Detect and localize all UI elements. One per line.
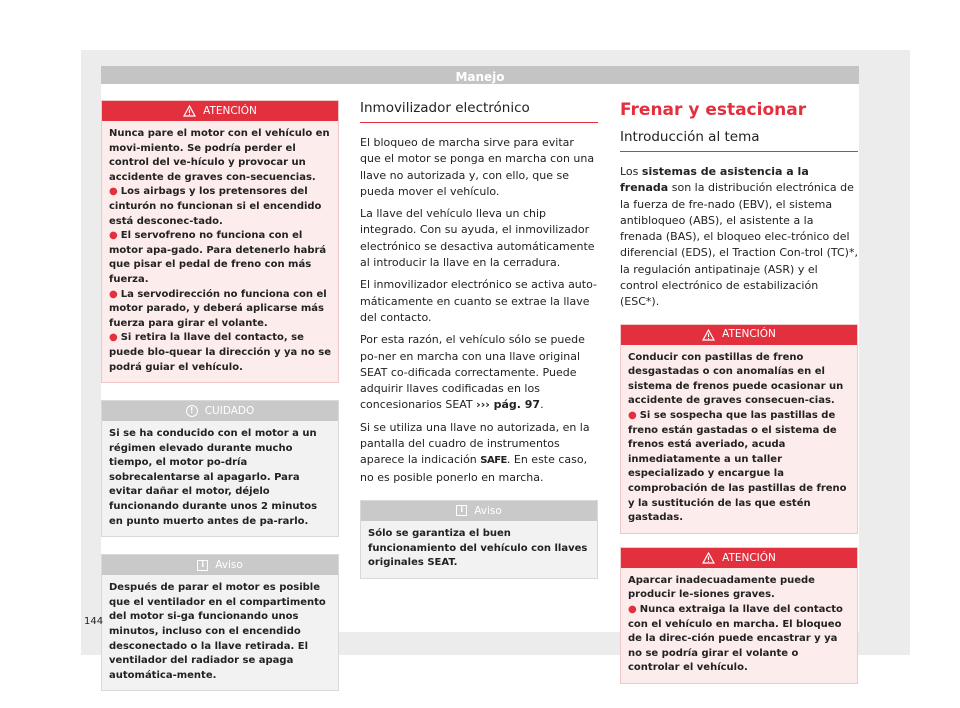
note-box bbox=[101, 554, 339, 691]
info-icon: i bbox=[197, 560, 208, 571]
note-header bbox=[102, 555, 338, 575]
warning-intro: Nunca pare el motor con el vehículo en movi-miento. Se podría perder el control del ve-hículo y provocar un accidente de graves con-secuencias. bbox=[109, 128, 330, 183]
warning-bullet: ● La servodirección no funciona con el motor parado, y deberá aplicarse más fuerza para girar el volante. bbox=[109, 288, 327, 329]
warning-label: ATENCIÓN bbox=[722, 551, 776, 564]
note-label: Aviso bbox=[215, 558, 243, 571]
warning-body bbox=[102, 121, 338, 382]
paragraph: El bloqueo de marcha sirve para evitar que el motor se ponga en marcha con una llave no autorizada y, con ello, que se pueda mover el vehículo. bbox=[360, 136, 595, 198]
paragraph: La llave del vehículo lleva un chip integrado. Con su ayuda, el inmovilizador electrónico se desactiva automáticamente al introducir la llave en la cerradura. bbox=[360, 207, 595, 270]
info-icon: i bbox=[456, 505, 467, 516]
warning-bullet: ● Nunca extraiga la llave del contacto con el vehículo en marcha. El bloqueo de la direc-ción puede encastrar y ya no se podría girar el volante o controlar el vehículo. bbox=[628, 603, 843, 674]
warning-box-engine bbox=[101, 100, 339, 383]
warning-box-brakes bbox=[620, 324, 858, 534]
note-label: Aviso bbox=[474, 504, 502, 517]
header-bar bbox=[101, 66, 859, 84]
warning-bullet: ● Los airbags y los pretensores del cinturón no funcionan si el encendido está desconec-tado. bbox=[109, 186, 322, 227]
paragraph: Por esta razón, el vehículo sólo se puede po-ner en marcha con una llave original SEAT co-dificada correctamente. Puede adquirir llaves codificadas en los concesionarios SEAT ››› pág. 97. bbox=[360, 333, 585, 412]
note-header bbox=[361, 501, 597, 521]
section-title: Inmovilizador electrónico bbox=[360, 100, 598, 123]
caution-body bbox=[102, 421, 338, 536]
warning-header bbox=[102, 101, 338, 121]
column-middle bbox=[360, 100, 598, 579]
chapter-title: Frenar y estacionar bbox=[620, 100, 807, 120]
warning-body bbox=[621, 568, 857, 683]
note-body bbox=[102, 575, 338, 690]
warning-intro: Aparcar inadecuadamente puede producir le-siones graves. bbox=[628, 574, 815, 601]
caution-icon: ! bbox=[186, 405, 198, 417]
paragraph: Si se utiliza una llave no autorizada, en la pantalla del cuadro de instrumentos aparece la indicación SAFE. En este caso, no es posible ponerlo en marcha. bbox=[360, 420, 590, 484]
note-body bbox=[361, 521, 597, 578]
bullet-icon: ● bbox=[628, 410, 637, 422]
paragraph: Los sistemas de asistencia a la frenada son la distribución electrónica de la fuerza de fre-nado (EBV), el sistema antibloqueo (ABS), el asistente a la frenada (BAS), el bloqueo elec-trónico del diferencial (EDS), el Traction Con-trol (TC)*, la regulación antipatinaje (ASR) y el control electrónico de estabilización (ESC*). bbox=[620, 165, 858, 309]
warning-box-parking bbox=[620, 547, 858, 684]
bullet-icon: ● bbox=[628, 603, 637, 615]
paragraph: El inmovilizador electrónico se activa auto-máticamente en cuanto se extrae la llave del contacto. bbox=[360, 278, 597, 324]
page-number: 144 bbox=[84, 616, 104, 627]
section-title: Introducción al tema bbox=[620, 129, 858, 152]
bullet-icon: ● bbox=[109, 288, 118, 300]
warning-triangle-icon bbox=[702, 552, 715, 564]
caution-box bbox=[101, 400, 339, 537]
warning-bullet: ● El servofreno no funciona con el motor apa-gado. Para detenerlo habrá que pisar el pedal de freno con más fuerza. bbox=[109, 230, 327, 285]
warning-header bbox=[621, 325, 857, 345]
note-text: Después de parar el motor es posible que el ventilador en el compartimento del motor si-ga funcionando unos minutos, incluso con el encendido desconectado o la llave retirada. El ventilador del radiador se apaga automática-mente. bbox=[109, 582, 326, 681]
warning-label: ATENCIÓN bbox=[203, 104, 257, 117]
bullet-icon: ● bbox=[109, 332, 118, 344]
caution-text: Si se ha conducido con el motor a un régimen elevado durante mucho tiempo, el motor po-dría sobrecalentarse al apagarlo. Para evitar dañar el motor, déjelo funcionando durante unos 2 minutos en punto muerto antes de pa-rarlo. bbox=[109, 428, 318, 527]
safe-indicator-icon: SAFE bbox=[480, 455, 507, 467]
warning-bullet: ● Si retira la llave del contacto, se puede blo-quear la dirección y ya no se podrá guiar el vehículo. bbox=[109, 332, 331, 373]
warning-triangle-icon bbox=[183, 105, 196, 117]
page-reference-link[interactable]: ››› pág. 97 bbox=[476, 398, 541, 412]
section-body bbox=[360, 135, 598, 486]
note-box bbox=[360, 500, 598, 579]
column-right bbox=[620, 100, 858, 684]
warning-intro: Conducir con pastillas de freno desgastadas o con anomalías en el sistema de frenos puede ocasionar un accidente de graves consecuen-cias. bbox=[628, 351, 844, 407]
warning-label: ATENCIÓN bbox=[722, 328, 776, 341]
warning-header bbox=[621, 548, 857, 568]
warning-triangle-icon bbox=[702, 329, 715, 341]
warning-bullet: ● Si se sospecha que las pastillas de freno están gastadas o el sistema de frenos está averiado, acuda inmediatamente a un taller especializado y encargue la comprobación de las pastillas de freno y la sustitución de las que estén gastadas. bbox=[628, 410, 847, 524]
caution-header bbox=[102, 401, 338, 421]
section-body bbox=[620, 164, 858, 311]
note-text: Sólo se garantiza el buen funcionamiento del vehículo con llaves originales SEAT. bbox=[368, 527, 588, 569]
column-left bbox=[101, 100, 339, 691]
bullet-icon: ● bbox=[109, 186, 118, 198]
caution-label: CUIDADO bbox=[204, 404, 255, 417]
header-title: Manejo bbox=[455, 70, 505, 84]
warning-body bbox=[621, 345, 857, 533]
bullet-icon: ● bbox=[109, 230, 118, 242]
